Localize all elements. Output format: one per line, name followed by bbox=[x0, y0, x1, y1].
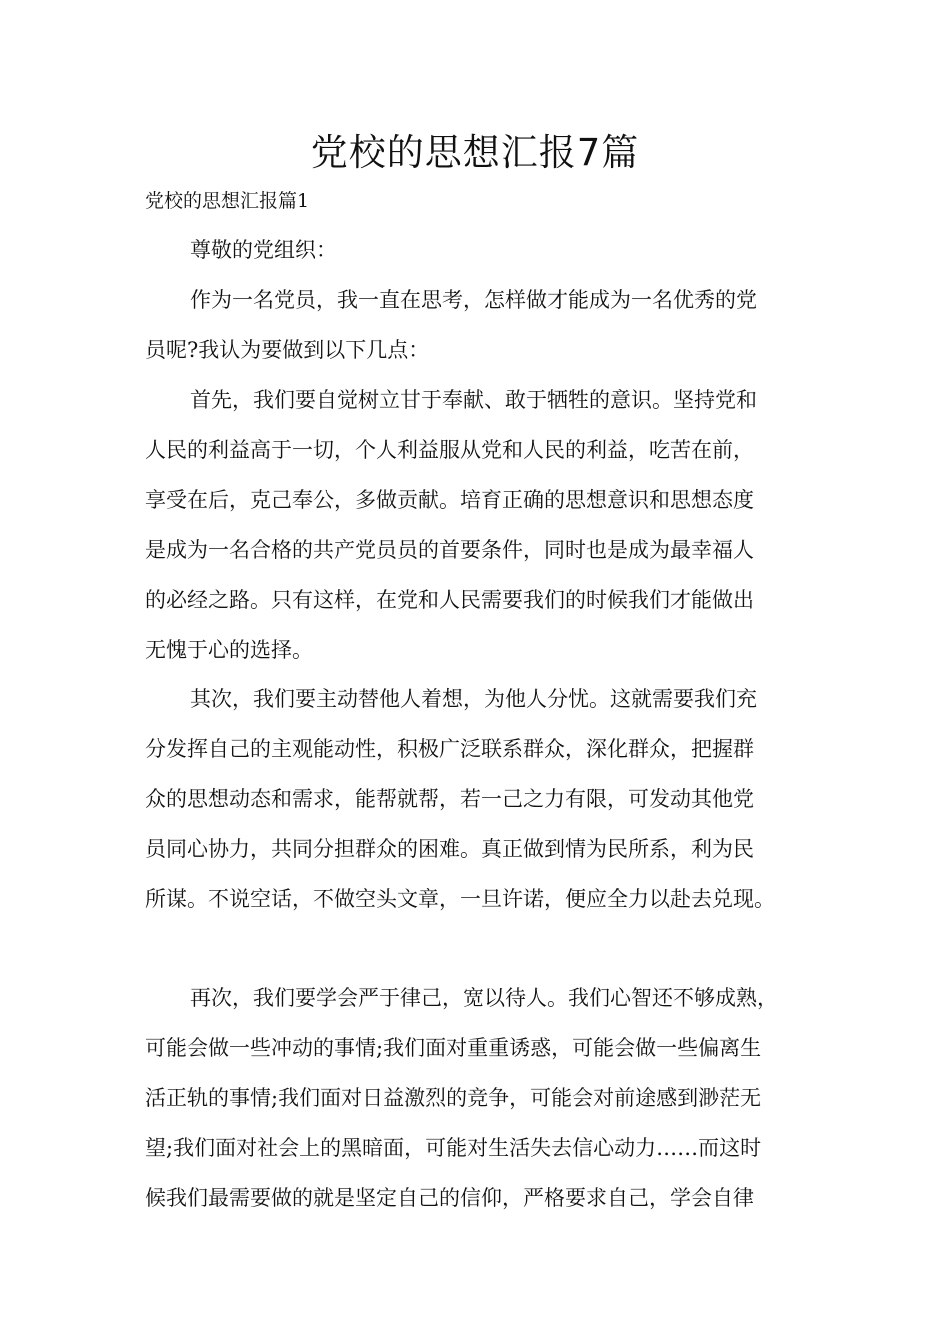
paragraph-line: 活正轨的事情;我们面对日益激烈的竞争，可能会对前途感到渺茫无 bbox=[145, 1086, 762, 1110]
paragraph-line: 可能会做一些冲动的事情;我们面对重重诱惑，可能会做一些偏离生 bbox=[145, 1036, 762, 1060]
paragraph-line: 人民的利益高于一切，个人利益服从党和人民的利益，吃苦在前， bbox=[145, 438, 754, 462]
paragraph-line: 众的思想动态和需求，能帮就帮，若一己之力有限，可发动其他党 bbox=[145, 787, 754, 811]
paragraph-line: 员同心协力，共同分担群众的困难。真正做到情为民所系，利为民 bbox=[145, 837, 754, 861]
salutation bbox=[145, 225, 835, 275]
paragraph-line: 的必经之路。只有这样，在党和人民需要我们的时候我们才能做出 bbox=[145, 588, 754, 612]
paragraph-4 bbox=[145, 973, 835, 1223]
paragraph-3 bbox=[145, 674, 835, 924]
paragraph-line: 首先，我们要自觉树立甘于奉献、敢于牺牲的意识。坚持党和 bbox=[190, 388, 757, 412]
document-title: 党校的思想汇报7篇 bbox=[310, 131, 640, 174]
paragraph-line: 享受在后，克己奉公，多做贡献。培育正确的思想意识和思想态度 bbox=[145, 488, 754, 512]
paragraph-line: 所谋。不说空话，不做空头文章，一旦许诺，便应全力以赴去兑现。 bbox=[145, 887, 775, 911]
paragraph-line: 无愧于心的选择。 bbox=[145, 638, 313, 662]
paragraph-1 bbox=[145, 275, 835, 375]
paragraph-line: 候我们最需要做的就是坚定自己的信仰，严格要求自己，学会自律 bbox=[145, 1186, 754, 1210]
paragraph-line: 是成为一名合格的共产党员员的首要条件，同时也是成为最幸福人 bbox=[145, 538, 754, 562]
paragraph-line: 再次，我们要学会严于律己，宽以待人。我们心智还不够成熟， bbox=[190, 986, 778, 1010]
section-heading: 党校的思想汇报篇1 bbox=[145, 190, 310, 212]
paragraph-line: 分发挥自己的主观能动性，积极广泛联系群众，深化群众，把握群 bbox=[145, 737, 754, 761]
salutation-line: 尊敬的党组织： bbox=[190, 238, 337, 262]
paragraph-line: 作为一名党员，我一直在思考，怎样做才能成为一名优秀的党 bbox=[190, 288, 757, 312]
paragraph-2 bbox=[145, 375, 835, 675]
paragraph-line: 员呢?我认为要做到以下几点： bbox=[145, 338, 430, 362]
paragraph-line: 望;我们面对社会上的黑暗面，可能对生活失去信心动力……而这时 bbox=[145, 1136, 762, 1160]
paragraph-line: 其次，我们要主动替他人着想，为他人分忧。这就需要我们充 bbox=[190, 687, 757, 711]
